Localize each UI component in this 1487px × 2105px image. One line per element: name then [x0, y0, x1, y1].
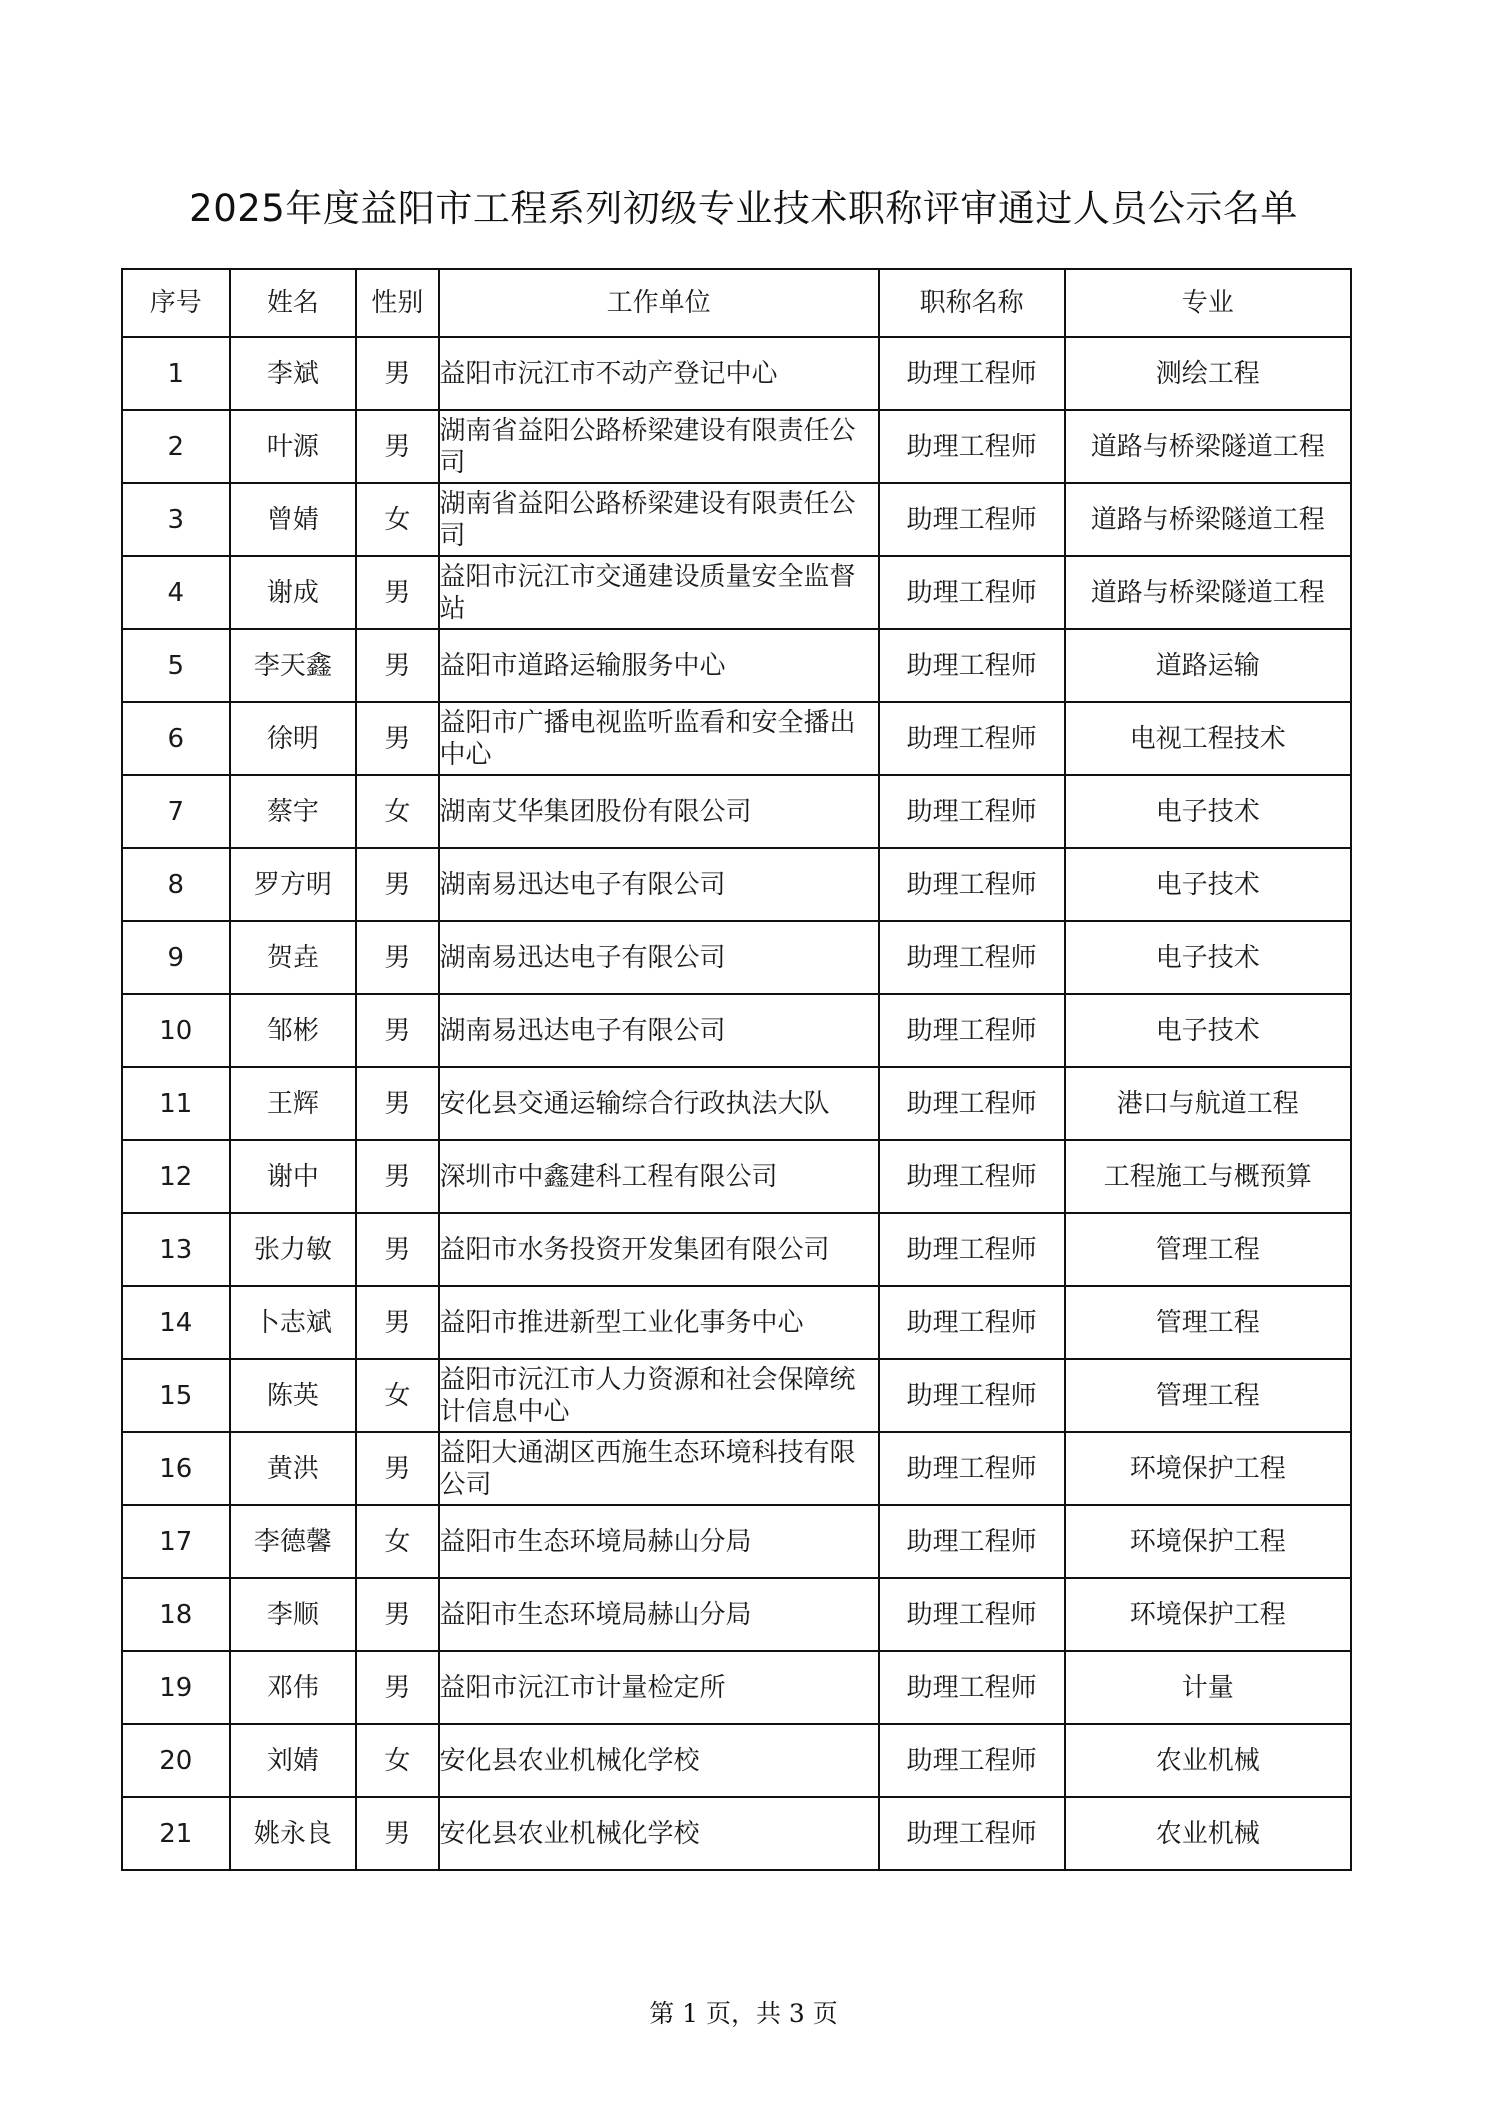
- cell-gender: 男: [356, 921, 438, 994]
- table-row: [122, 1067, 1351, 1140]
- cell-title: 助理工程师: [879, 1359, 1065, 1432]
- cell-title: 助理工程师: [879, 1797, 1065, 1870]
- cell-no: 18: [122, 1578, 230, 1651]
- cell-gender: 男: [356, 994, 438, 1067]
- cell-name: 黄洪: [230, 1432, 357, 1505]
- cell-title: 助理工程师: [879, 1651, 1065, 1724]
- cell-no: 21: [122, 1797, 230, 1870]
- cell-gender: 男: [356, 1067, 438, 1140]
- cell-unit: 益阳市沅江市不动产登记中心: [439, 337, 879, 410]
- cell-major: 道路与桥梁隧道工程: [1065, 556, 1351, 629]
- table-row: [122, 1724, 1351, 1797]
- header-unit: 工作单位: [439, 269, 879, 337]
- header-title: 职称名称: [879, 269, 1065, 337]
- cell-title: 助理工程师: [879, 1213, 1065, 1286]
- cell-unit: 益阳市沅江市计量检定所: [439, 1651, 879, 1724]
- cell-name: 陈英: [230, 1359, 357, 1432]
- cell-title: 助理工程师: [879, 629, 1065, 702]
- cell-title: 助理工程师: [879, 848, 1065, 921]
- table-row: [122, 1578, 1351, 1651]
- table-row: [122, 629, 1351, 702]
- cell-name: 贺垚: [230, 921, 357, 994]
- cell-unit: 湖南易迅达电子有限公司: [439, 994, 879, 1067]
- cell-title: 助理工程师: [879, 1432, 1065, 1505]
- table-row: [122, 994, 1351, 1067]
- document-title: 2025年度益阳市工程系列初级专业技术职称评审通过人员公示名单: [189, 187, 1298, 230]
- cell-major: 道路运输: [1065, 629, 1351, 702]
- cell-title: 助理工程师: [879, 556, 1065, 629]
- cell-no: 14: [122, 1286, 230, 1359]
- cell-name: 谢中: [230, 1140, 357, 1213]
- cell-title: 助理工程师: [879, 994, 1065, 1067]
- cell-name: 刘婧: [230, 1724, 357, 1797]
- cell-gender: 男: [356, 1651, 438, 1724]
- cell-name: 曾婧: [230, 483, 357, 556]
- table-row: [122, 410, 1351, 483]
- cell-title: 助理工程师: [879, 921, 1065, 994]
- cell-name: 徐明: [230, 702, 357, 775]
- cell-name: 叶源: [230, 410, 357, 483]
- cell-no: 9: [122, 921, 230, 994]
- cell-name: 邓伟: [230, 1651, 357, 1724]
- table-row: [122, 1651, 1351, 1724]
- cell-gender: 男: [356, 1797, 438, 1870]
- cell-no: 7: [122, 775, 230, 848]
- cell-unit: 湖南艾华集团股份有限公司: [439, 775, 879, 848]
- cell-name: 张力敏: [230, 1213, 357, 1286]
- cell-gender: 男: [356, 1213, 438, 1286]
- cell-gender: 男: [356, 410, 438, 483]
- cell-name: 王辉: [230, 1067, 357, 1140]
- header-no: 序号: [122, 269, 230, 337]
- cell-name: 蔡宇: [230, 775, 357, 848]
- cell-name: 李顺: [230, 1578, 357, 1651]
- cell-name: 卜志斌: [230, 1286, 357, 1359]
- cell-gender: 男: [356, 556, 438, 629]
- table-body: [122, 337, 1351, 1870]
- cell-title: 助理工程师: [879, 1724, 1065, 1797]
- cell-unit: 安化县交通运输综合行政执法大队: [439, 1067, 879, 1140]
- cell-name: 李天鑫: [230, 629, 357, 702]
- cell-name: 谢成: [230, 556, 357, 629]
- cell-no: 15: [122, 1359, 230, 1432]
- cell-major: 管理工程: [1065, 1213, 1351, 1286]
- cell-major: 环境保护工程: [1065, 1505, 1351, 1578]
- header-name: 姓名: [230, 269, 357, 337]
- cell-no: 3: [122, 483, 230, 556]
- cell-name: 姚永良: [230, 1797, 357, 1870]
- cell-major: 农业机械: [1065, 1724, 1351, 1797]
- cell-gender: 男: [356, 1432, 438, 1505]
- cell-no: 4: [122, 556, 230, 629]
- cell-title: 助理工程师: [879, 483, 1065, 556]
- cell-title: 助理工程师: [879, 775, 1065, 848]
- table-header-row: [122, 269, 1351, 337]
- cell-gender: 男: [356, 629, 438, 702]
- table-row: [122, 775, 1351, 848]
- cell-unit: 安化县农业机械化学校: [439, 1797, 879, 1870]
- cell-unit: 益阳市生态环境局赫山分局: [439, 1578, 879, 1651]
- cell-title: 助理工程师: [879, 337, 1065, 410]
- cell-unit: 深圳市中鑫建科工程有限公司: [439, 1140, 879, 1213]
- cell-major: 测绘工程: [1065, 337, 1351, 410]
- cell-unit: 益阳市沅江市人力资源和社会保障统计信息中心: [439, 1359, 879, 1432]
- cell-no: 6: [122, 702, 230, 775]
- cell-no: 12: [122, 1140, 230, 1213]
- cell-unit: 益阳市沅江市交通建设质量安全监督站: [439, 556, 879, 629]
- cell-gender: 男: [356, 1578, 438, 1651]
- table-row: [122, 1505, 1351, 1578]
- cell-unit: 益阳大通湖区西施生态环境科技有限公司: [439, 1432, 879, 1505]
- cell-major: 电子技术: [1065, 921, 1351, 994]
- page-footer: 第 1 页，共 3 页: [649, 1999, 838, 2028]
- cell-no: 5: [122, 629, 230, 702]
- table-row: [122, 1286, 1351, 1359]
- cell-gender: 男: [356, 337, 438, 410]
- cell-no: 1: [122, 337, 230, 410]
- cell-gender: 女: [356, 483, 438, 556]
- cell-unit: 益阳市推进新型工业化事务中心: [439, 1286, 879, 1359]
- cell-major: 电视工程技术: [1065, 702, 1351, 775]
- cell-no: 8: [122, 848, 230, 921]
- cell-gender: 女: [356, 1724, 438, 1797]
- cell-title: 助理工程师: [879, 1067, 1065, 1140]
- cell-name: 邹彬: [230, 994, 357, 1067]
- cell-unit: 湖南省益阳公路桥梁建设有限责任公司: [439, 410, 879, 483]
- cell-title: 助理工程师: [879, 1286, 1065, 1359]
- table-row: [122, 1432, 1351, 1505]
- cell-gender: 男: [356, 1286, 438, 1359]
- table-row: [122, 1213, 1351, 1286]
- table-row: [122, 556, 1351, 629]
- cell-unit: 安化县农业机械化学校: [439, 1724, 879, 1797]
- table-row: [122, 337, 1351, 410]
- cell-gender: 女: [356, 775, 438, 848]
- cell-major: 环境保护工程: [1065, 1578, 1351, 1651]
- cell-gender: 男: [356, 848, 438, 921]
- cell-major: 计量: [1065, 1651, 1351, 1724]
- cell-unit: 益阳市道路运输服务中心: [439, 629, 879, 702]
- cell-major: 港口与航道工程: [1065, 1067, 1351, 1140]
- cell-gender: 男: [356, 702, 438, 775]
- cell-name: 李德馨: [230, 1505, 357, 1578]
- cell-major: 农业机械: [1065, 1797, 1351, 1870]
- cell-major: 电子技术: [1065, 775, 1351, 848]
- table-row: [122, 483, 1351, 556]
- cell-unit: 湖南易迅达电子有限公司: [439, 921, 879, 994]
- cell-major: 工程施工与概预算: [1065, 1140, 1351, 1213]
- cell-no: 10: [122, 994, 230, 1067]
- table-row: [122, 1140, 1351, 1213]
- cell-major: 管理工程: [1065, 1286, 1351, 1359]
- header-gender: 性别: [356, 269, 438, 337]
- cell-major: 电子技术: [1065, 994, 1351, 1067]
- cell-unit: 益阳市广播电视监听监看和安全播出中心: [439, 702, 879, 775]
- header-major: 专业: [1065, 269, 1351, 337]
- cell-no: 19: [122, 1651, 230, 1724]
- cell-unit: 益阳市生态环境局赫山分局: [439, 1505, 879, 1578]
- cell-no: 20: [122, 1724, 230, 1797]
- cell-title: 助理工程师: [879, 702, 1065, 775]
- cell-gender: 女: [356, 1359, 438, 1432]
- roster-table: [121, 268, 1352, 1871]
- cell-no: 17: [122, 1505, 230, 1578]
- cell-gender: 女: [356, 1505, 438, 1578]
- cell-name: 李斌: [230, 337, 357, 410]
- cell-title: 助理工程师: [879, 1505, 1065, 1578]
- cell-no: 13: [122, 1213, 230, 1286]
- cell-major: 电子技术: [1065, 848, 1351, 921]
- table-row: [122, 848, 1351, 921]
- cell-major: 管理工程: [1065, 1359, 1351, 1432]
- cell-major: 道路与桥梁隧道工程: [1065, 410, 1351, 483]
- cell-unit: 益阳市水务投资开发集团有限公司: [439, 1213, 879, 1286]
- cell-name: 罗方明: [230, 848, 357, 921]
- table-row: [122, 1359, 1351, 1432]
- cell-unit: 湖南省益阳公路桥梁建设有限责任公司: [439, 483, 879, 556]
- cell-unit: 湖南易迅达电子有限公司: [439, 848, 879, 921]
- table-row: [122, 702, 1351, 775]
- cell-major: 道路与桥梁隧道工程: [1065, 483, 1351, 556]
- cell-title: 助理工程师: [879, 1140, 1065, 1213]
- cell-no: 11: [122, 1067, 230, 1140]
- table-row: [122, 921, 1351, 994]
- cell-title: 助理工程师: [879, 410, 1065, 483]
- cell-no: 2: [122, 410, 230, 483]
- table-row: [122, 1797, 1351, 1870]
- cell-major: 环境保护工程: [1065, 1432, 1351, 1505]
- cell-no: 16: [122, 1432, 230, 1505]
- cell-title: 助理工程师: [879, 1578, 1065, 1651]
- cell-gender: 男: [356, 1140, 438, 1213]
